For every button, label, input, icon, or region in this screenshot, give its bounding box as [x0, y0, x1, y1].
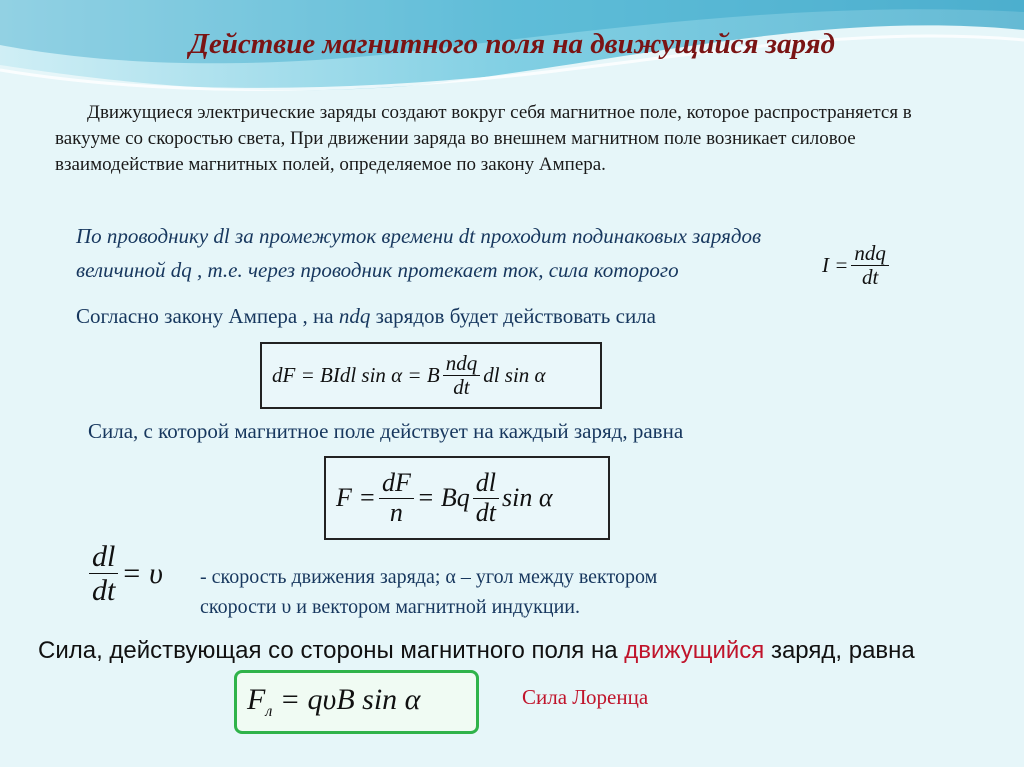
- charge-numerator-2: dl: [473, 469, 499, 499]
- velocity-rhs: = υ: [121, 556, 163, 590]
- ampere-denominator: dt: [453, 375, 470, 399]
- charge-force-formula-box: [324, 456, 610, 540]
- ampere-text-b: зарядов будет действовать сила: [370, 304, 656, 328]
- charge-rhs: sin α: [502, 483, 553, 512]
- ampere-rhs: dl sin α: [483, 363, 546, 387]
- intro-paragraph: Движущиеся электрические заряды создают вокруг себя магнитное поле, которое распространяется в вакууме со скоростью света, При движении заряда во внешнем магнитном поле возникает силовое взаимодействие магнитных полей, определяемое по закону Ампера.: [55, 102, 912, 175]
- current-formula: [822, 242, 892, 289]
- lorentz-subscript: л: [265, 703, 273, 720]
- velocity-desc-line1: - скорость движения заряда; α – угол между вектором: [200, 566, 658, 588]
- paragraph-conductor-line2: величиной dq , т.е. через проводник протекает ток, сила которого: [76, 258, 679, 282]
- charge-denominator-2: dt: [475, 497, 496, 527]
- paragraph-conductor-line1: По проводнику dl за промежуток времени dt проходит подинаковых зарядов: [76, 224, 762, 248]
- paragraph-moving-charge: [38, 637, 915, 665]
- paragraph-ampere: [76, 304, 656, 329]
- lorentz-lhs: F: [247, 683, 266, 716]
- paragraph-each-charge: Сила, с которой магнитное поле действует на каждый заряд, равна: [88, 419, 684, 443]
- velocity-formula: [86, 540, 163, 607]
- moving-text-b: заряд, равна: [764, 637, 915, 664]
- ampere-numerator: ndq: [443, 352, 481, 376]
- charge-mid: = Bq: [416, 483, 470, 512]
- moving-text-red: движущийся: [624, 637, 765, 664]
- velocity-numerator: dl: [89, 540, 118, 574]
- current-denominator: dt: [862, 265, 879, 290]
- ampere-text-a: Согласно закону Ампера , на: [76, 304, 339, 328]
- velocity-desc-line2: скорости υ и вектором магнитной индукции.: [200, 596, 580, 618]
- ampere-lhs: dF = BIdl sin α = B: [272, 363, 440, 387]
- current-numerator: ndq: [851, 242, 889, 266]
- ampere-formula-box: [260, 342, 602, 409]
- charge-denominator-1: n: [389, 497, 403, 527]
- lorentz-formula-box: [234, 670, 479, 734]
- velocity-denominator: dt: [92, 574, 116, 607]
- moving-text-a: Сила, действующая со стороны магнитного поля на: [38, 637, 625, 664]
- current-lhs: I =: [822, 253, 849, 278]
- slide-title: Действие магнитного поля на движущийся заряд: [189, 28, 835, 60]
- ampere-text-ndq: ndq: [338, 304, 371, 328]
- lorentz-label: Сила Лоренца: [522, 685, 649, 709]
- charge-lhs: F =: [336, 483, 376, 512]
- charge-numerator-1: dF: [379, 469, 414, 499]
- lorentz-rhs: = qυB sin α: [279, 683, 421, 716]
